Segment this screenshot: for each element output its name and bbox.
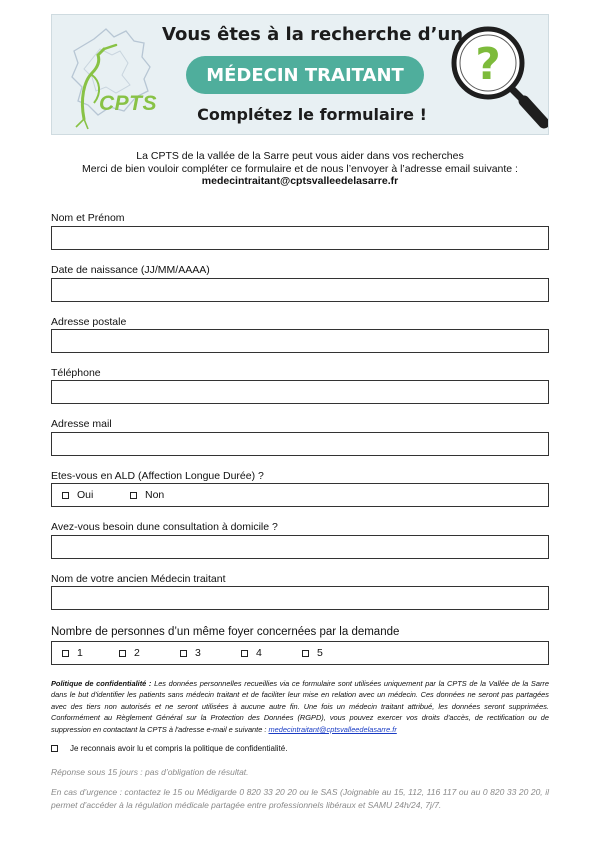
- naissance-field[interactable]: [51, 278, 549, 302]
- intro-line-1: La CPTS de la vallée de la Sarre peut vous aider dans vos recherches: [136, 150, 464, 162]
- ald-oui-option[interactable]: [62, 489, 93, 501]
- consent-row[interactable]: [51, 744, 287, 753]
- nom-label: Nom et Prénom: [51, 212, 125, 224]
- response-delay-note: Réponse sous 15 jours : pas d’obligation de résultat.: [51, 767, 249, 777]
- intro-email[interactable]: medecintraitant@cptsvalleedelasarre.fr: [201, 175, 399, 187]
- foyer-option-1[interactable]: [62, 647, 83, 659]
- foyer-checkbox-4[interactable]: [241, 650, 248, 657]
- banner-highlight-pill: [186, 56, 424, 94]
- telephone-field[interactable]: [51, 380, 549, 404]
- consent-label: Je reconnais avoir lu et compris la politique de confidentialité.: [70, 744, 288, 753]
- foyer-field: [51, 641, 549, 665]
- foyer-option-3[interactable]: [180, 647, 201, 659]
- header-banner: [51, 14, 549, 135]
- question-mark-glyph: ?: [475, 39, 501, 90]
- banner-title: Vous êtes à la recherche d’un: [162, 24, 464, 45]
- adresse-label: Adresse postale: [51, 316, 127, 328]
- foyer-option-label: 2: [134, 647, 140, 659]
- foyer-checkbox-1[interactable]: [62, 650, 69, 657]
- privacy-email-link[interactable]: medecintraitant@cptsvalleedelasarre.fr: [268, 724, 397, 734]
- foyer-checkbox-2[interactable]: [119, 650, 126, 657]
- domicile-label: Avez-vous besoin dune consultation à domicile ?: [51, 521, 278, 533]
- foyer-option-2[interactable]: [119, 647, 140, 659]
- foyer-option-4[interactable]: [241, 647, 262, 659]
- ancien-medecin-field[interactable]: [51, 586, 549, 610]
- foyer-label: Nombre de personnes d’un même foyer concernées par la demande: [51, 626, 400, 638]
- nom-field[interactable]: [51, 226, 549, 250]
- intro-line-2: Merci de bien vouloir compléter ce formulaire et de nous l’envoyer à l’adresse email suivante :: [82, 162, 518, 175]
- foyer-checkbox-3[interactable]: [180, 650, 187, 657]
- ald-oui-checkbox[interactable]: [62, 492, 69, 499]
- foyer-checkbox-5[interactable]: [302, 650, 309, 657]
- consent-checkbox[interactable]: [51, 745, 58, 752]
- telephone-label: Téléphone: [51, 367, 101, 379]
- ald-field: [51, 483, 549, 507]
- mail-field[interactable]: [51, 432, 549, 456]
- ald-label: Etes-vous en ALD (Affection Longue Durée) ?: [51, 470, 264, 482]
- domicile-field[interactable]: [51, 535, 549, 559]
- foyer-option-label: 5: [317, 647, 323, 659]
- ald-non-checkbox[interactable]: [130, 492, 137, 499]
- ancien-medecin-label: Nom de votre ancien Médecin traitant: [51, 573, 226, 585]
- cpts-logo-text: CPTS: [99, 92, 158, 115]
- privacy-text: Les données personnelles recueillies via ce formulaire sont utilisées uniquement par la CPTS de la Vallée de la Sarre dans le but d'identifier les patients sans médecin traitant et de faciliter leur mise en relation avec un médecin. Ces données ne seront pas partagées avec des tiers non autorisés et ne seront utilisées à aucune autre fin. Une fois un médecin traitant attribué, les données seront supprimées. Conformément au Règlement Général sur la Protection des Données (RGPD), vous pouvez exercer vos droits d'accès, de rectification ou de suppression en contactant la CPTS à l'adresse e-mail e suivante :: [51, 679, 550, 734]
- emergency-note: En cas d’urgence : contactez le 15 ou Médigarde 0 820 33 20 20 ou le SAS (Joignable au 15, 112, 116 117 ou au 0 820 33 20 20, il permet d’accéder à la régulation médicale partagée entre professionnels libéraux et SAMU 24h/24, 7j/7.: [51, 787, 549, 810]
- magnifier-question-icon: [446, 19, 548, 135]
- adresse-field[interactable]: [51, 329, 549, 353]
- foyer-option-label: 3: [195, 647, 201, 659]
- foyer-option-label: 1: [77, 647, 83, 659]
- privacy-policy: [51, 678, 549, 735]
- foyer-option-5[interactable]: [302, 647, 323, 659]
- naissance-label: Date de naissance (JJ/MM/AAAA): [51, 264, 210, 276]
- ald-non-label: Non: [145, 489, 165, 501]
- ald-non-option[interactable]: [130, 489, 164, 501]
- ald-oui-label: Oui: [77, 489, 94, 501]
- privacy-heading: Politique de confidentialité :: [51, 679, 152, 688]
- banner-highlight-text: MÉDECIN TRAITANT: [206, 64, 404, 86]
- intro-text: [40, 150, 560, 188]
- banner-subtitle: Complétez le formulaire !: [197, 105, 427, 124]
- mail-label: Adresse mail: [51, 418, 112, 430]
- foyer-option-label: 4: [256, 647, 262, 659]
